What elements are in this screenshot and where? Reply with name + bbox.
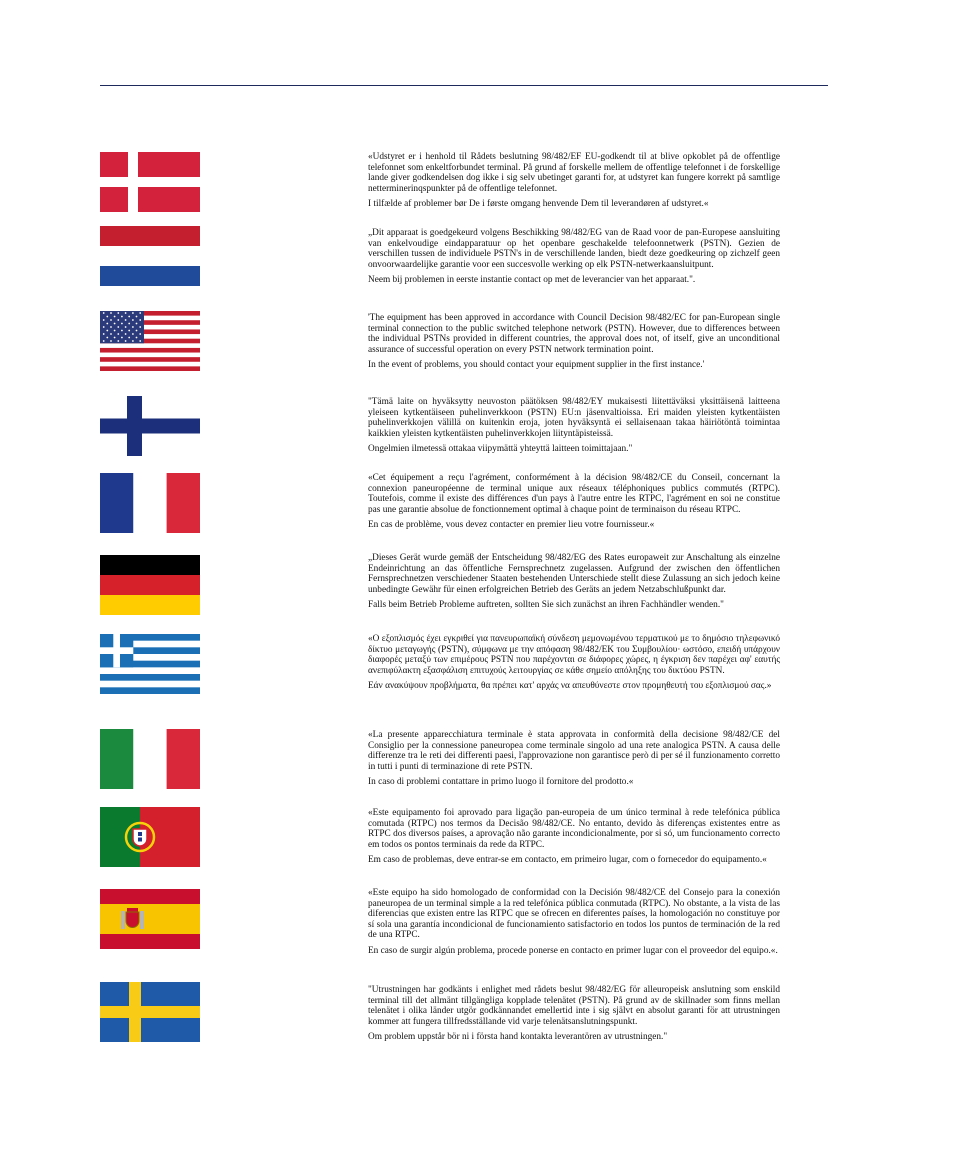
usa-star (114, 323, 116, 325)
usa-star (125, 319, 127, 321)
fr-stripe-white (133, 473, 166, 533)
usa-star (136, 337, 138, 339)
usa-star (139, 319, 141, 321)
statement-fi-p1: "Tämä laite on hyväksytty neuvoston päätöksen 98/482/EY mukaisesti liitettäväksi yksittäisenä laitteena yleiseen kytkentäiseen puhelinverkkoon (PSTN) EU:n jäsenvaltioissa. Eri maiden yleisten kytkentäisten puhelinverkkojen välillä on kuitenkin eroja, joten hyväksyntä ei sellaisenaan takaa häiriötöntä toimintaa kaikkien yleisten kytkentäisten puhelinverkkojen liityntäpisteissä. (368, 397, 780, 439)
usa-star (106, 337, 108, 339)
pt-field-red (140, 807, 200, 867)
gr-stripe-blue (100, 687, 200, 694)
flag-netherlands-icon (100, 226, 200, 286)
usa-star (103, 319, 105, 321)
statement-sv-p2: Om problem uppstår bör ni i första hand kontakta leverantören av utrustningen." (368, 1032, 668, 1043)
usa-star (114, 316, 116, 318)
usa-star (103, 340, 105, 342)
flag-spain-icon (100, 889, 200, 949)
statement-fr (368, 473, 780, 536)
de-stripe-red (100, 575, 200, 595)
statement-el-p2: Εάν ανακύψουν προβλήματα, θα πρέπει κατ' αρχάς να απευθύνεστε στον προμηθευτή του εξοπλισμού σας.» (368, 681, 772, 692)
es-stripe-yellow (100, 904, 200, 934)
statement-en-p1: 'The equipment has been approved in accordance with Council Decision 98/482/EC for pan-European single terminal connection to the public switched telephone network (PSTN). However, due to differences between the individual PSTNs provided in different countries, the approval does not, of itself, give an unconditional assurance of successful operation on every PSTN network termination point. (368, 313, 780, 355)
usa-star (117, 312, 119, 314)
usa-star (128, 316, 130, 318)
usa-star (125, 312, 127, 314)
usa-star (128, 337, 130, 339)
nl-stripe-red (100, 226, 200, 246)
flag-italy-icon (100, 729, 200, 789)
it-stripe-green (100, 729, 133, 789)
es-pillar-right (140, 911, 144, 929)
statement-it-p1: «La presente apparecchiatura terminale è stata approvata in conformità della decisione 98/482/CE del Consiglio per la connessione paneuropea come terminale singolo ad una rete analogica PSTN. A causa delle differenze tra le reti dei differenti paesi, l'approvazione non garantisce però di per sé il funzionamento corretto in tutti i punti di terminazione di rete PSTN. (368, 730, 780, 772)
statement-en-p2: In the event of problems, you should contact your equipment supplier in the first instance.' (368, 360, 705, 371)
fr-stripe-red (167, 473, 200, 533)
usa-star (117, 326, 119, 328)
statement-sv-p1: "Utrustningen har godkänts i enlighet med rådets beslut 98/482/EG för alleuropeisk anslutning som enskild terminal till det allmänt tillgängliga kopplade telenätet (PSTN). På grund av de skillnader som finns mellan telenätet i olika länder utgör godkännandet emellertid inte i sig självt en absolut garanti för att utrustningen kommer att fungera tillfredsställande vid varje telenätsanslutningspunkt. (368, 985, 780, 1027)
usa-star (114, 330, 116, 332)
statement-el-p1: «Ο εξοπλισμός έχει εγκριθεί για πανευρωπαϊκή σύνδεση μεμονωμένου τερματικού με το δημόσιο τηλεφωνικό δίκτυο μεταγωγής (PSTN), σύμφωνα με την απόφαση 98/482/ΕΚ του Συμβουλίου· ωστόσο, επειδή υπάρχουν διαφορές μεταξύ των επιμέρους PSTN που παρέχονται σε διάφορες χώρες, η έγκριση δεν παρέχει αφ' εαυτής ανεπιφύλακτη εξασφάλιση επιτυχούς λειτουργίας σε κάθε σημείο απόληξης του δικτύου PSTN. (368, 634, 780, 676)
statement-it (368, 730, 780, 793)
usa-star (110, 333, 112, 335)
statement-de-p2: Falls beim Betrieb Probleme auftreten, sollten Sie sich zunächst an ihren Fachhändler wenden." (368, 600, 724, 611)
statement-da-p1: «Udstyret er i henhold til Rådets beslutning 98/482/EF EU-godkendt til at blive opkoblet på de offentlige telefonnet som enkeltforbundet terminal. På grund af forskelle mellem de offentlige telefonnet i de forskellige lande giver godkendelsen dog ikke i sig selv ubetinget garanti for, at udstyret kan fungere korrekt på samtlige netterminerinqspunkter på de offentlige telefonnet. (368, 152, 780, 194)
statement-es (368, 888, 780, 962)
usa-star (121, 323, 123, 325)
usa-star (117, 333, 119, 335)
usa-star (114, 337, 116, 339)
statement-it-p2: In caso di problemi contattare in primo luogo il fornitore del prodotto.« (368, 777, 634, 788)
usa-star (132, 333, 134, 335)
statement-pt-p2: Em caso de problemas, deve entrar-se em contacto, em primeiro lugar, com o fornecedor do equipamento.« (368, 855, 767, 866)
se-cross-horizontal (100, 1006, 200, 1018)
statement-fr-p1: «Cet équipement a reçu l'agrément, conformément à la décision 98/482/CE du Conseil, concernant la connexion paneuropéenne de terminal unique aux réseaux téléphoniques publics commutés (RTPC). Toutefois, comme il existe des différences d'un pays à l'autre entre les RTPC, l'agrément en soi ne constitue pas une garantie absolue de fonctionnement optimal à chaque point de terminaison du réseau RTPC. (368, 473, 780, 515)
usa-star (110, 319, 112, 321)
de-stripe-black (100, 555, 200, 575)
statement-sv (368, 985, 780, 1048)
usa-star (139, 333, 141, 335)
flag-usa-icon (100, 311, 200, 371)
gr-cross-horizontal (100, 647, 133, 654)
usa-stripe-red (100, 366, 200, 371)
usa-star (132, 340, 134, 342)
statement-en (368, 313, 780, 376)
usa-star (128, 330, 130, 332)
statement-fi-p2: Ongelmien ilmetessä ottakaa viipymättä yhteyttä laitteen toimittajaan." (368, 444, 633, 455)
flag-france-icon (100, 473, 200, 533)
gr-stripe-blue (100, 674, 200, 681)
es-pillar-left (121, 911, 125, 929)
statement-de-p1: „Dieses Gerät wurde gemäß der Entscheidung 98/482/EG des Rates europaweit zur Anschaltung als einzelne Endeinrichtung an das öffentliche Fernsprechnetz zugelassen. Aufgrund der zwischen den öffentlichen Fernsprechnetzen verschiedener Staaten bestehenden Unterschiede stellt diese Zulassung an sich jedoch keine unbedingte Gewähr für einen erfolgreichen Betrieb des Geräts an jedem Netzabschlußpunkt dar. (368, 553, 780, 595)
es-crown (127, 908, 138, 912)
usa-star (136, 316, 138, 318)
usa-star (103, 326, 105, 328)
usa-star (125, 333, 127, 335)
usa-star (132, 326, 134, 328)
usa-star (110, 312, 112, 314)
fr-stripe-blue (100, 473, 133, 533)
usa-star (106, 316, 108, 318)
flag-greece-icon (100, 634, 200, 694)
usa-star (103, 312, 105, 314)
usa-star (117, 319, 119, 321)
statement-el (368, 634, 780, 697)
usa-star (125, 326, 127, 328)
usa-star (139, 312, 141, 314)
fi-cross-horizontal (100, 419, 200, 434)
usa-star (121, 330, 123, 332)
usa-star (117, 340, 119, 342)
top-rule (100, 85, 828, 86)
de-stripe-gold (100, 595, 200, 615)
usa-stripe-red (100, 357, 200, 362)
statement-pt (368, 808, 780, 871)
flag-sweden-icon (100, 982, 200, 1042)
statement-da (368, 152, 780, 215)
usa-star (103, 333, 105, 335)
usa-star (121, 316, 123, 318)
pt-quina-1 (138, 832, 142, 836)
usa-stripe-red (100, 348, 200, 353)
usa-star (139, 326, 141, 328)
it-stripe-white (133, 729, 166, 789)
statement-es-p1: «Este equipo ha sido homologado de conformidad con la Decisión 98/482/CE del Consejo para la conexión paneuropea de un terminal simple a la red telefónica pública conmutada (RTPC). No obstante, a la vista de las diferencias que existen entre las RTPC que se ofrecen en diferentes países, la homologación no constituye por sí sola una garantía incondicional de funcionamiento satisfactorio en todos los puntos de terminación de la red de una RTPC. (368, 888, 780, 941)
usa-star (125, 340, 127, 342)
nl-stripe-blue (100, 266, 200, 286)
es-shield (126, 912, 139, 928)
statement-fi (368, 397, 780, 460)
usa-star (110, 326, 112, 328)
flag-portugal-icon (100, 807, 200, 867)
statement-da-p2: I tilfælde af problemer bør De i første omgang henvende Dem til leverandøren af udstyret.« (368, 199, 709, 210)
statement-nl (368, 228, 780, 291)
pt-quina-2 (138, 838, 142, 842)
flag-germany-icon (100, 555, 200, 615)
usa-star (132, 312, 134, 314)
statement-es-p2: En caso de surgir algún problema, procede ponerse en contacto en primer lugar con el proveedor del equipo.«. (368, 945, 778, 956)
usa-star (136, 323, 138, 325)
usa-star (106, 323, 108, 325)
es-stripe-red-bottom (100, 934, 200, 949)
usa-star (132, 319, 134, 321)
usa-star (128, 323, 130, 325)
statement-pt-p1: «Este equipamento foi aprovado para ligação pan-europeia de um único terminal à rede telefónica pública comutada (RTPC) nos termos da Decisão 98/482/CE. No entanto, devido às diferenças existentes entre as RTPC dos diversos países, a aprovação não garante incondicionalmente, por si só, um funcionamento correcto em todos os pontos terminais da rede da RTPC. (368, 808, 780, 850)
statement-fr-p2: En cas de problème, vous devez contacter en premier lieu votre fournisseur.« (368, 520, 655, 531)
denmark-cross-horizontal (100, 177, 200, 187)
usa-star (106, 330, 108, 332)
flag-finland-icon (100, 396, 200, 456)
nl-stripe-white (100, 246, 200, 266)
statement-nl-p1: „Dit apparaat is goedgekeurd volgens Beschikking 98/482/EG van de Raad voor de pan-Europese aansluiting van enkelvoudige eindapparatuur op het openbare geschakelde telefoonnetwerk (PSTN). Gezien de verschillen tussen de individuele PSTN's in de verschillende landen, biedt deze goedkeuring op zichzelf geen onvoorwaardelijke garantie voor een succesvolle werking op elk PSTN-netwerkaansluitpunt. (368, 228, 780, 270)
flag-denmark-icon (100, 152, 200, 212)
usa-star (110, 340, 112, 342)
usa-star (139, 340, 141, 342)
statement-nl-p2: Neem bij problemen in eerste instantie contact op met de leverancier van het apparaat.". (368, 275, 696, 286)
it-stripe-red (167, 729, 200, 789)
usa-star (136, 330, 138, 332)
es-stripe-red-top (100, 889, 200, 904)
usa-star (121, 337, 123, 339)
statement-de (368, 553, 780, 616)
